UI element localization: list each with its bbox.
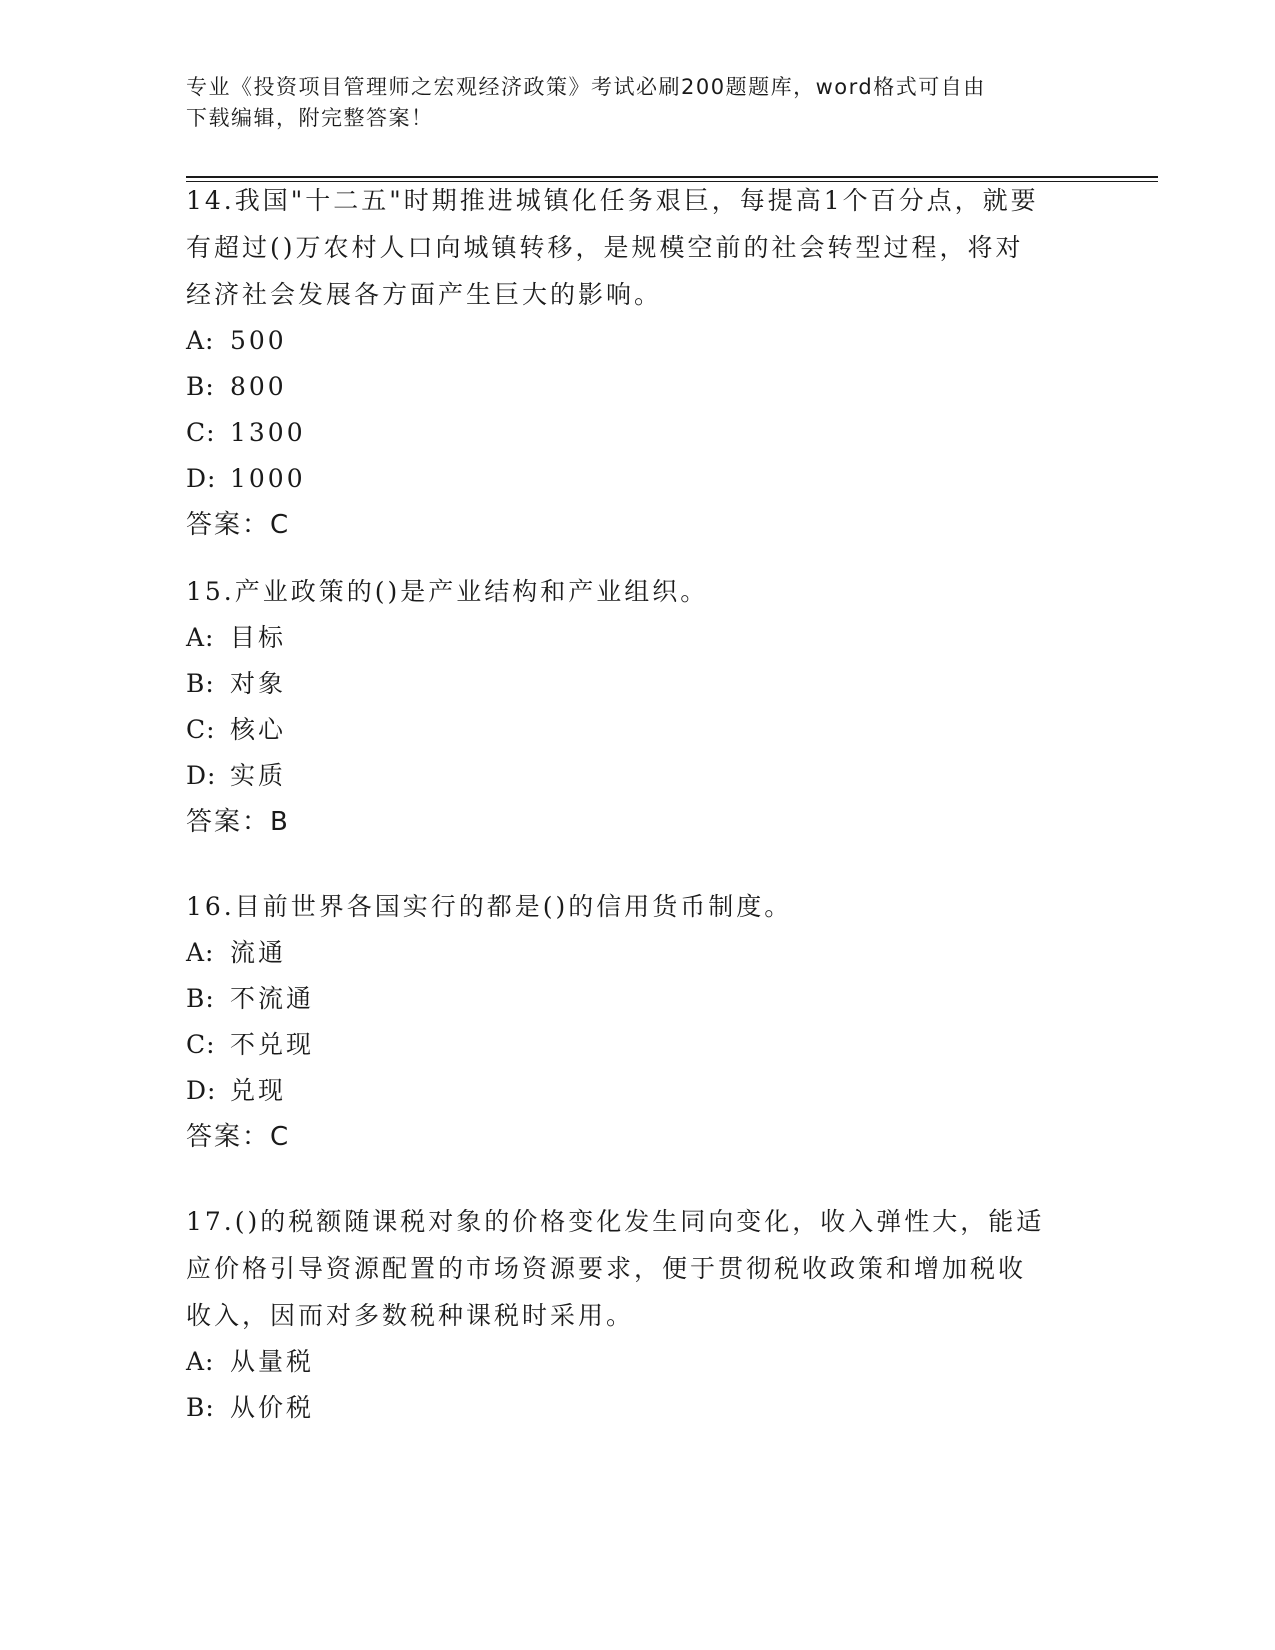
option-d (186, 753, 1086, 799)
question-stem-line: 经济社会发展各方面产生巨大的影响。 (186, 280, 663, 309)
option-key: D: (186, 761, 217, 790)
question-stem-line: 14.我国"十二五"时期推进城镇化任务艰巨，每提高1个百分点，就要 (186, 186, 1039, 215)
option-text: 800 (230, 372, 287, 401)
option-text: 流通 (230, 938, 287, 967)
option-c (186, 1022, 1086, 1068)
question-17 (186, 1198, 1086, 1431)
option-key: A: (186, 938, 215, 967)
answer-line: 答案：B (186, 807, 290, 837)
option-key: D: (186, 1076, 217, 1105)
option-text: 核心 (230, 715, 287, 744)
answer-line: 答案：C (186, 510, 291, 540)
question-stem-line: 收入，因而对多数税种课税时采用。 (186, 1301, 635, 1330)
question-stem-line: 15.产业政策的()是产业结构和产业组织。 (186, 577, 709, 606)
option-text: 从价税 (230, 1393, 315, 1422)
header-line-2: 下载编辑，附完整答案！ (186, 106, 434, 130)
option-c (186, 707, 1086, 753)
question-stem-line: 16.目前世界各国实行的都是()的信用货币制度。 (186, 892, 793, 921)
option-key: B: (186, 372, 215, 401)
option-text: 从量税 (230, 1347, 315, 1376)
question-14 (186, 177, 1086, 548)
option-text: 不流通 (230, 984, 315, 1013)
document-header (186, 72, 1066, 134)
option-key: C: (186, 1030, 216, 1059)
option-key: C: (186, 418, 216, 447)
option-key: A: (186, 326, 215, 355)
option-key: B: (186, 984, 215, 1013)
option-text: 对象 (230, 669, 287, 698)
option-c (186, 410, 1086, 456)
option-a (186, 1339, 1086, 1385)
option-b (186, 661, 1086, 707)
question-stem-line: 有超过()万农村人口向城镇转移，是规模空前的社会转型过程，将对 (186, 233, 1024, 262)
option-key: B: (186, 669, 215, 698)
option-key: B: (186, 1393, 215, 1422)
question-stem-line: 17.()的税额随课税对象的价格变化发生同向变化，收入弹性大，能适 (186, 1207, 1045, 1236)
option-text: 500 (230, 326, 287, 355)
answer-line: 答案：C (186, 1122, 291, 1152)
option-a (186, 930, 1086, 976)
option-b (186, 1385, 1086, 1431)
option-text: 目标 (230, 623, 287, 652)
option-d (186, 1068, 1086, 1114)
option-key: C: (186, 715, 216, 744)
option-text: 兑现 (230, 1076, 287, 1105)
question-stem-line: 应价格引导资源配置的市场资源要求，便于贯彻税收政策和增加税收 (186, 1254, 1027, 1283)
option-b (186, 976, 1086, 1022)
option-text: 1000 (230, 464, 306, 493)
option-b (186, 364, 1086, 410)
option-text: 不兑现 (230, 1030, 315, 1059)
option-key: D: (186, 464, 217, 493)
option-key: A: (186, 623, 215, 652)
option-text: 1300 (230, 418, 306, 447)
header-line-1: 专业《投资项目管理师之宏观经济政策》考试必刷200题题库，word格式可自由 (186, 75, 986, 99)
option-a (186, 318, 1086, 364)
question-15 (186, 568, 1086, 845)
option-text: 实质 (230, 761, 287, 790)
question-16 (186, 883, 1086, 1160)
option-key: A: (186, 1347, 215, 1376)
option-d (186, 456, 1086, 502)
option-a (186, 615, 1086, 661)
